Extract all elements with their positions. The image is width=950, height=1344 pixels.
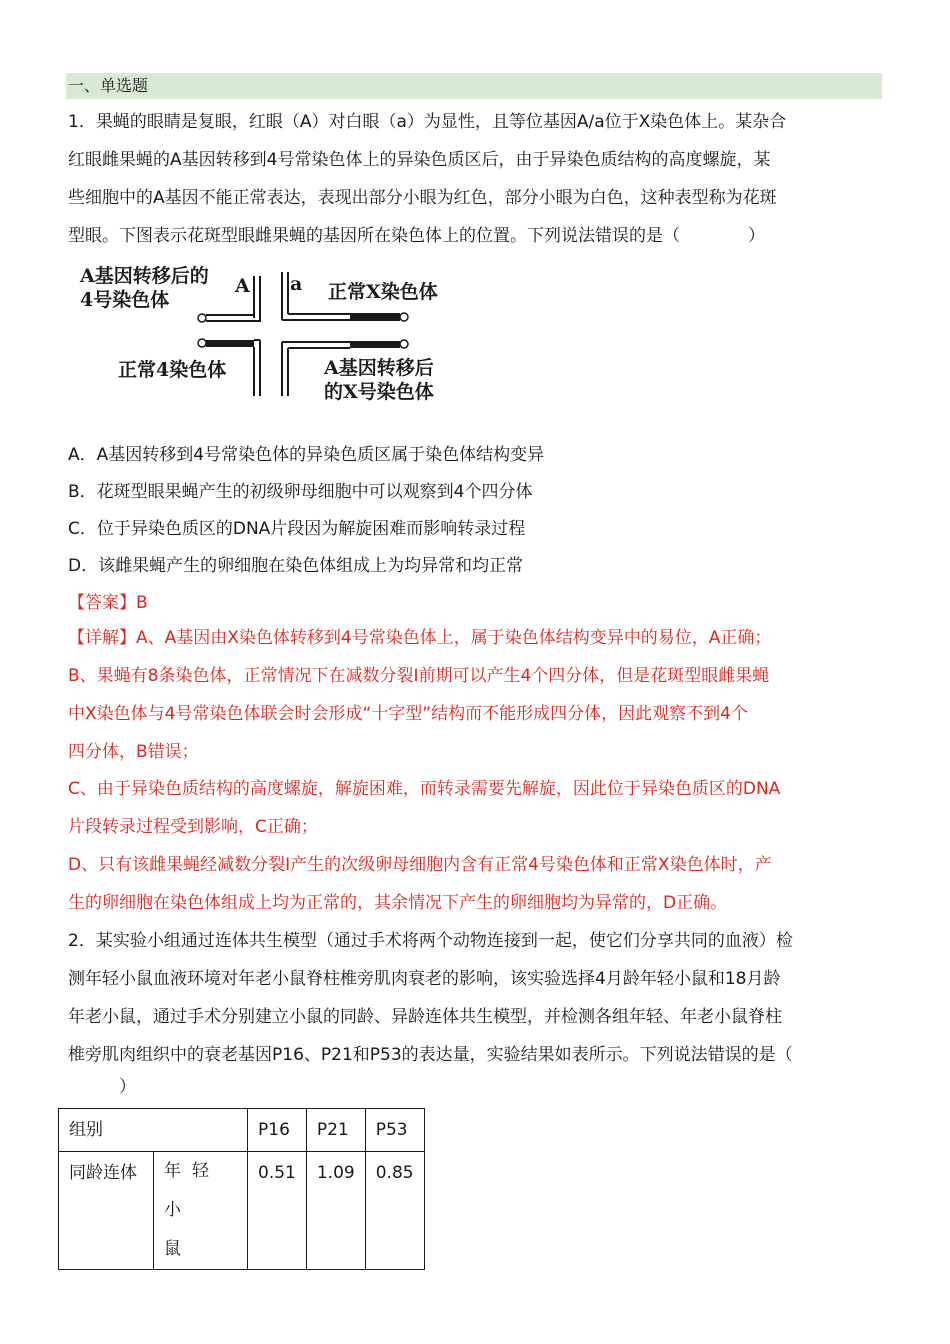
q1-explanation-line-7: D、只有该雌果蝇经减数分裂Ⅰ产生的次级卵母细胞内含有正常4号染色体和正常X染色体时，产 (68, 855, 772, 875)
q2-line-3: 年老小鼠，通过手术分别建立小鼠的同龄、异龄连体共生模型，并检测各组年轻、年老小鼠脊柱 (68, 1007, 782, 1027)
table-header-p21: P21 (306, 1109, 365, 1152)
q1-line-3: 些细胞中的A基因不能正常表达，表现出部分小眼为红色，部分小眼为白色，这种表型称为花斑 (68, 188, 777, 208)
q2-line-5: ） (68, 1077, 136, 1097)
q1-explanation-line-1: 【详解】A、A基因由X染色体转移到4号常染色体上，属于染色体结构变异中的易位，A正确； (68, 628, 772, 648)
q1-line-1: 1．果蝇的眼睛是复眼，红眼（A）对白眼（a）为显性，且等位基因A/a位于X染色体上。某杂合 (68, 112, 787, 132)
diagram-gene-a: a (290, 273, 303, 295)
q1-option-b: B．花斑型眼果蝇产生的初级卵母细胞中可以观察到4个四分体 (68, 482, 533, 502)
q1-answer: 【答案】B (68, 593, 148, 613)
q1-option-a: A．A基因转移到4号常染色体的异染色质区属于染色体结构变异 (68, 445, 545, 465)
chromosome-diagram (70, 262, 470, 410)
q2-line-1: 2．某实验小组通过连体共生模型（通过手术将两个动物连接到一起，使它们分享共同的血液）检 (68, 931, 793, 951)
table-header-p16: P16 (248, 1109, 307, 1152)
section-heading: 一、单选题 (66, 73, 882, 99)
table-header-p53: P53 (365, 1109, 424, 1152)
diagram-label-bottom-left: 正常4染色体 (118, 359, 227, 381)
table-cell-subgroup (154, 1152, 248, 1270)
results-table (58, 1108, 425, 1270)
table-row (59, 1152, 425, 1270)
diagram-label-top-right: 正常X染色体 (328, 281, 438, 303)
q2-line-4: 椎旁肌肉组织中的衰老基因P16、P21和P53的表达量，实验结果如表所示。下列说法错误的是（ (68, 1045, 793, 1065)
q1-option-d: D．该雌果蝇产生的卵细胞在染色体组成上为均异常和均正常 (68, 556, 524, 576)
table-header-row (59, 1109, 425, 1152)
q1-explanation-line-3: 中X染色体与4号常染色体联会时会形成“十字型”结构而不能形成四分体，因此观察不到4个 (68, 704, 748, 724)
q1-line-2: 红眼雌果蝇的A基因转移到4号常染色体上的异染色质区后，由于异染色质结构的高度螺旋，某 (68, 150, 771, 170)
table-cell-p16: 0.51 (248, 1152, 307, 1270)
diagram-label-bottom-right-2: 的X号染色体 (324, 381, 434, 403)
q1-explanation-line-4: 四分体，B错误； (68, 742, 199, 762)
table-cell-subgroup-line-2: 鼠 (164, 1239, 192, 1259)
q1-explanation-line-2: B、果蝇有8条染色体，正常情况下在减数分裂Ⅰ前期可以产生4个四分体，但是花斑型眼雌果蝇 (68, 666, 770, 686)
table-cell-subgroup-line-1: 年轻小 (164, 1161, 220, 1220)
q1-line-4: 型眼。下图表示花斑型眼雌果蝇的基因所在染色体上的位置。下列说法错误的是（ ） (68, 226, 765, 246)
diagram-label-bottom-right-1: A基因转移后 (324, 357, 434, 379)
table-cell-p21: 1.09 (306, 1152, 365, 1270)
diagram-label-top-left-2: 4号染色体 (80, 289, 170, 311)
q1-option-c: C．位于异染色质区的DNA片段因为解旋困难而影响转录过程 (68, 519, 526, 539)
table-cell-p53: 0.85 (365, 1152, 424, 1270)
table-header-group: 组别 (59, 1109, 248, 1152)
q1-explanation-line-5: C、由于异染色质结构的高度螺旋，解旋困难，而转录需要先解旋，因此位于异染色质区的DNA (68, 779, 781, 799)
diagram-gene-A: A (235, 275, 250, 297)
q1-explanation-line-8: 生的卵细胞在染色体组成上均为正常的，其余情况下产生的卵细胞均为异常的，D正确。 (68, 893, 728, 913)
diagram-label-top-left-1: A基因转移后的 (80, 265, 209, 287)
q2-line-2: 测年轻小鼠血液环境对年老小鼠脊柱椎旁肌肉衰老的影响，该实验选择4月龄年轻小鼠和18月龄 (68, 969, 781, 989)
table-cell-group: 同龄连体 (59, 1152, 154, 1270)
q1-explanation-line-6: 片段转录过程受到影响，C正确； (68, 817, 318, 837)
